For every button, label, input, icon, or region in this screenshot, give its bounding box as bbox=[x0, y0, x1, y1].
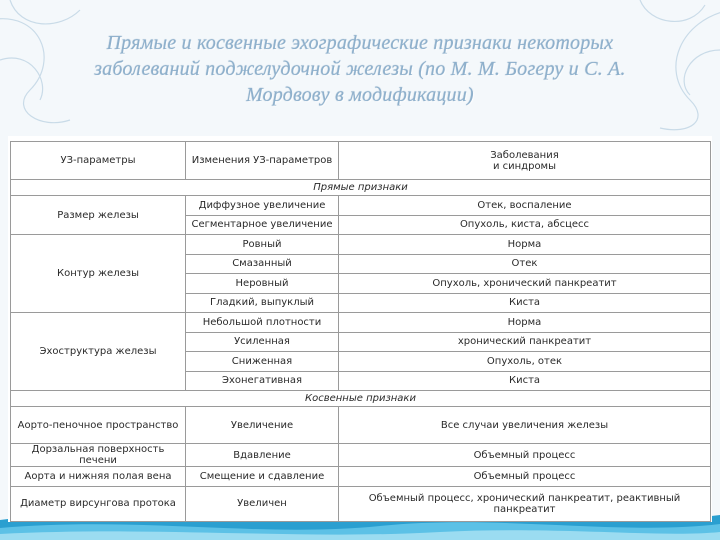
table-panel bbox=[8, 136, 712, 522]
slide-title bbox=[20, 30, 700, 108]
section-row-indirect bbox=[11, 391, 711, 407]
table-row bbox=[11, 313, 711, 333]
disease-cell: Объемный процесс, хронический панкреатит, реактивный панкреатит bbox=[339, 486, 711, 521]
param-cell: Дорзальная поверхность печени bbox=[11, 444, 186, 467]
group-size: Размер железы bbox=[11, 196, 186, 235]
header-diseases-line: и синдромы bbox=[492, 160, 557, 172]
header-diseases bbox=[339, 142, 711, 180]
change-cell: Сегментарное увеличение bbox=[186, 215, 339, 235]
table-row bbox=[11, 486, 711, 521]
disease-cell: Опухоль, отек bbox=[339, 352, 711, 372]
section-indirect-signs: Косвенные признаки bbox=[11, 391, 711, 407]
disease-cell: Норма bbox=[339, 235, 711, 255]
change-cell: Увеличен bbox=[186, 486, 339, 521]
header-us-params: УЗ-параметры bbox=[11, 142, 186, 180]
group-contour: Контур железы bbox=[11, 235, 186, 313]
slide-title-line: Мордвову в модификации) bbox=[246, 84, 474, 106]
disease-cell: Опухоль, хронический панкреатит bbox=[339, 274, 711, 294]
disease-cell: Опухоль, киста, абсцесс bbox=[339, 215, 711, 235]
change-cell: Ровный bbox=[186, 235, 339, 255]
table-row bbox=[11, 235, 711, 255]
slide-title-line: Прямые и косвенные эхографические признаки некоторых bbox=[106, 32, 614, 54]
param-cell: Аорта и нижняя полая вена bbox=[11, 467, 186, 487]
disease-cell: Норма bbox=[339, 313, 711, 333]
disease-cell: Киста bbox=[339, 293, 711, 313]
table-row bbox=[11, 444, 711, 467]
change-cell: Вдавление bbox=[186, 444, 339, 467]
table-row bbox=[11, 196, 711, 216]
change-cell: Смазанный bbox=[186, 254, 339, 274]
section-direct-signs: Прямые признаки bbox=[11, 180, 711, 196]
header-us-changes: Изменения УЗ-параметров bbox=[186, 142, 339, 180]
change-cell: Неровный bbox=[186, 274, 339, 294]
table-header-row bbox=[11, 142, 711, 180]
change-cell: Смещение и сдавление bbox=[186, 467, 339, 487]
table-row bbox=[11, 467, 711, 487]
change-cell: Увеличение bbox=[186, 407, 339, 444]
change-cell: Сниженная bbox=[186, 352, 339, 372]
disease-cell: Отек bbox=[339, 254, 711, 274]
disease-cell: Объемный процесс bbox=[339, 444, 711, 467]
group-echostructure: Эхоструктура железы bbox=[11, 313, 186, 391]
param-cell: Диаметр вирсунгова протока bbox=[11, 486, 186, 521]
disease-cell: хронический панкреатит bbox=[339, 332, 711, 352]
ultrasound-signs-table bbox=[10, 141, 711, 522]
table-row bbox=[11, 407, 711, 444]
change-cell: Эхонегативная bbox=[186, 371, 339, 391]
param-cell: Аорто-пеночное пространство bbox=[11, 407, 186, 444]
change-cell: Небольшой плотности bbox=[186, 313, 339, 333]
section-row-direct bbox=[11, 180, 711, 196]
disease-cell: Все случаи увеличения железы bbox=[339, 407, 711, 444]
change-cell: Гладкий, выпуклый bbox=[186, 293, 339, 313]
change-cell: Диффузное увеличение bbox=[186, 196, 339, 216]
disease-cell: Отек, воспаление bbox=[339, 196, 711, 216]
slide-title-line: заболеваний поджелудочной железы (по М. М. Богеру и С. А. bbox=[94, 58, 626, 80]
disease-cell: Киста bbox=[339, 371, 711, 391]
change-cell: Усиленная bbox=[186, 332, 339, 352]
header-diseases-line: Заболевания bbox=[490, 149, 559, 161]
disease-cell: Объемный процесс bbox=[339, 467, 711, 487]
